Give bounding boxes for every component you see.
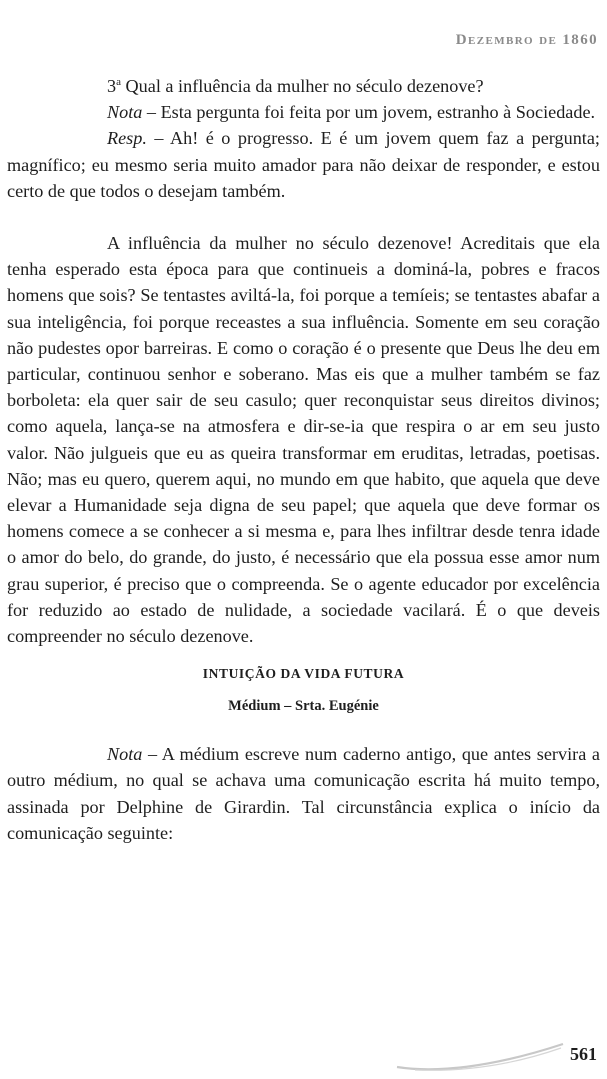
ordinal-superscript: a xyxy=(116,76,121,88)
nota-paragraph xyxy=(7,99,600,125)
paragraph-spacer xyxy=(7,717,600,741)
page-number: 561 xyxy=(570,1044,597,1064)
paragraph-spacer xyxy=(7,204,600,230)
running-header: Dezembro de 1860 xyxy=(455,32,598,48)
question-paragraph xyxy=(7,69,600,99)
question-text: Qual a influência da mulher no século dezenove? xyxy=(120,76,484,96)
main-paragraph: A influência da mulher no século dezenove! Acreditais que ela tenha esperado esta época para que continueis a dominá-la, pobres e fracos homens que sois? Se tentastes aviltá-la, foi porque a temíeis; se tentastes abafar a sua inteligência, foi porque receastes a sua influência. Somente em seu coração não pudestes opor barreiras. E como o coração é o presente que Deus lhe deu em particular, continuou senhor e soberano. Mas eis que a mulher também se faz borboleta: ela quer sair de seu casulo; quer reconquistar seus direitos divinos; como aquela, lança-se na atmosfera e dir-se-ia que respira o ar em seu justo valor. Não julgueis que eu as queira transformar em eruditas, letradas, poetisas. Não; mas eu quero, querem aqui, no mundo em que habito, que aquela que deve elevar a Humanidade seja digna de seu papel; que aquela que deve formar os homens comece a se conhecer a si mesma e, para lhes infiltrar desde tenra idade o amor do belo, do grande, do justo, é necessário que ela possua esse amor num grau superior, é preciso que o compreenda. Se o agente educador por excelência for reduzido ao estado de nulidade, a sociedade vacilará. É o que deveis compreender no século dezenove. xyxy=(7,233,600,647)
section-subtitle: Médium – Srta. Eugénie xyxy=(228,698,379,715)
response-label: Resp. xyxy=(107,128,147,149)
nota-paragraph-2 xyxy=(7,741,600,846)
nota-label-2: Nota xyxy=(107,744,143,765)
nota-text-2: – A médium escreve num caderno antigo, que antes servira a outro médium, no qual se achava uma comunicação escrita há muito tempo, assinada por Delphine de Girardin. Tal circunstância explica o início da comunicação seguinte: xyxy=(7,744,600,843)
section-title: INTUIÇÃO DA VIDA FUTURA xyxy=(202,666,405,682)
page-body xyxy=(7,69,600,846)
question-number: 3 xyxy=(107,76,117,96)
decorative-swoosh-icon xyxy=(395,1040,565,1072)
nota-text: – Esta pergunta foi feita por um jovem, estranho à Sociedade. xyxy=(142,102,596,123)
nota-label: Nota xyxy=(107,102,143,123)
response-text: – Ah! é o progresso. E é um jovem quem faz a pergunta; magnífico; eu mesmo seria muito amador para não deixar de responder, e estou certo de que todos o desejam também. xyxy=(7,128,600,201)
response-paragraph xyxy=(7,125,600,204)
